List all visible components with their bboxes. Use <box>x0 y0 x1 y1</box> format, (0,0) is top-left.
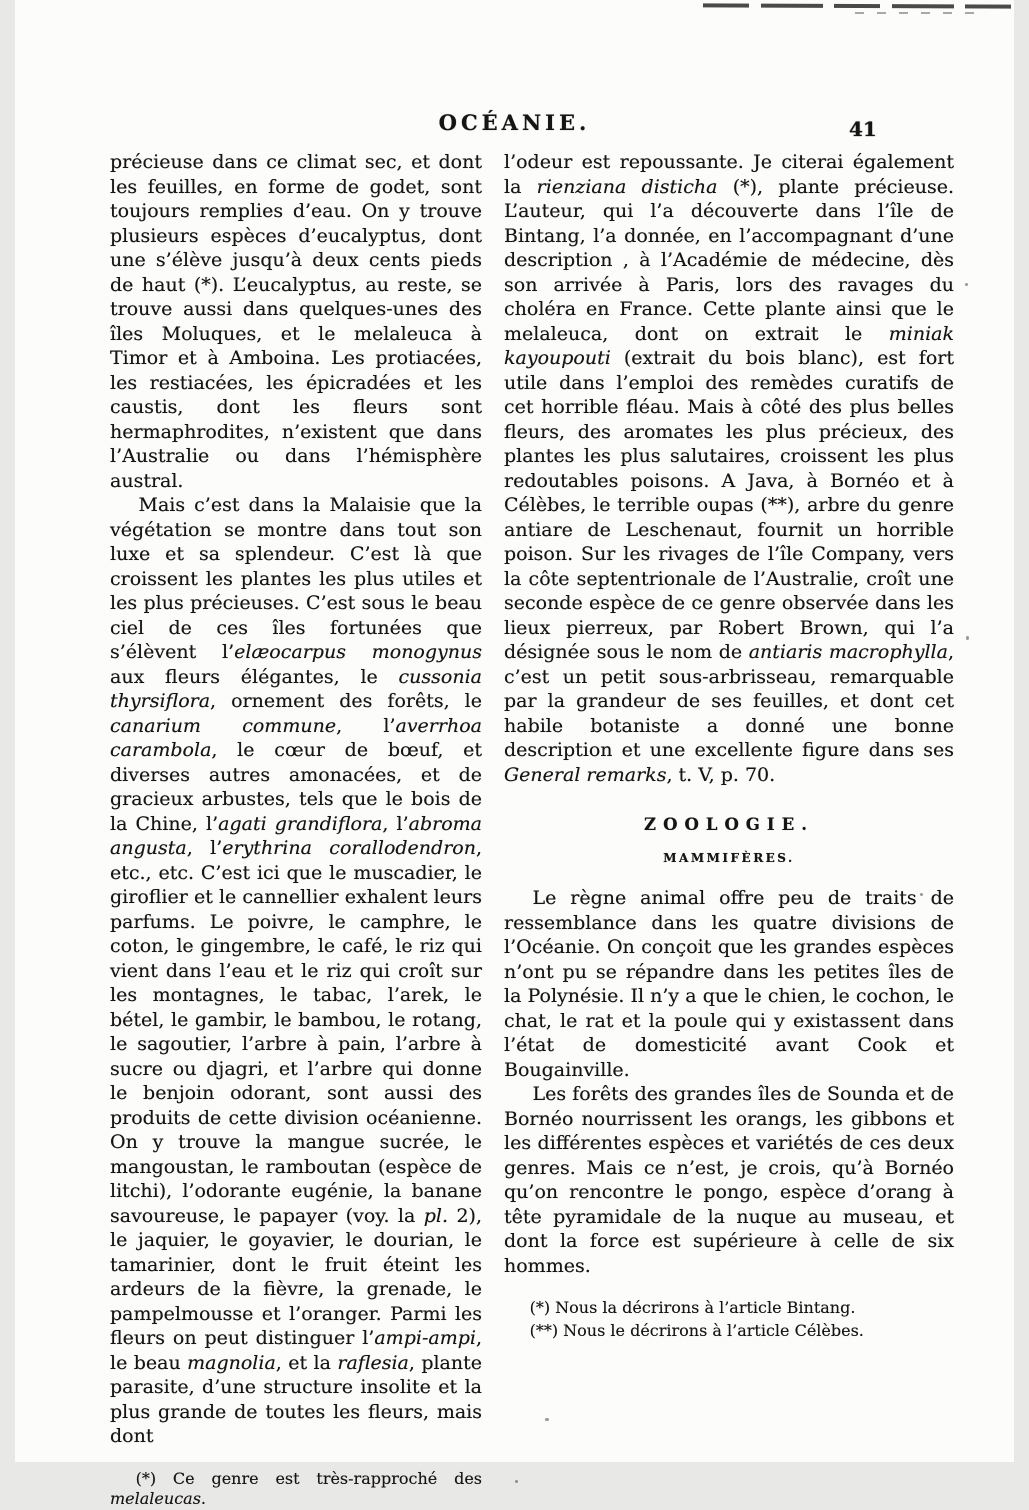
body-paragraph: Mais c’est dans la Malaisie que la végétation se montre dans tout son luxe et sa splendeur. C’est là que croissent les plantes les plus utiles et les plus précieuses. C’est sous le beau ciel de ces îles fortunées que s’élèvent l’elæocarpus monogynus aux fleurs élégantes, le cussonia thyrsiflora, ornement des forêts, le canarium commune, l’averrhoa carambola, le cœur de bœuf, et diverses autres amonacées, et de gracieux arbustes, tels que le bois de la Chine, l’agati grandiflora, l’abroma angusta, l’erythrina corallodendron, etc., etc. C’est ici que le muscadier, le giroflier et le cannellier exhalent leurs parfums. Le poivre, le camphre, le coton, le gingembre, le café, le riz qui vient dans l’eau et le riz qui croît sur les montagnes, le tabac, l’arek, le bétel, le gambir, le bambou, le rotang, le sagoutier, l’arbre à pain, l’arbre à sucre ou djagri, et l’arbre qui donne le benjoin odorant, sont aussi des produits de cette division océanienne. On y trouve la mangue sucrée, le mangoustan, le ramboutan (espèce de litchi), l’odorante eugénie, la banane savoureuse, le papayer (voy. la pl. 2), le jaquier, le goyavier, le dourian, le tamarinier, dont le fruit éteint les ardeurs de la fièvre, la grenade, le pampelmousse et l’oranger. Parmi les fleurs on peut distinguer l’ampi-ampi, le beau magnolia, et la raflesia, plante parasite, d’une structure insolite et la plus grande de toutes les fleurs, mais dont <box>110 494 482 1447</box>
right-column <box>504 150 954 1510</box>
footnote: (**) Nous le décrirons à l’article Célèbes. <box>529 1320 864 1340</box>
scan-artifact-line <box>703 3 1014 8</box>
footnote: (*) Ce genre est très-rapproché des melaleucas. <box>110 1468 482 1508</box>
scanned-book-page <box>15 0 1014 1508</box>
body-paragraph: Les forêts des grandes îles de Sounda et de Bornéo nourrissent les orangs, les gibbons et les différentes espèces et variétés de ces deux genres. Mais ce n’est, je crois, qu’à Bornéo qu’on rencontre le pongo, espèce d’orang à tête pyramidale de la nuque au museau, et dont la force est supérieure à celle de six hommes. <box>504 1083 954 1277</box>
subsection-heading-mammiferes: MAMMIFÈRES. <box>663 850 795 865</box>
section-heading-zoologie: ZOOLOGIE. <box>644 815 814 834</box>
body-paragraph: Le règne animal offre peu de traits de ressemblance dans les quatre divisions de l’Océanie. On conçoit que les grandes espèces n’ont pu se répandre dans les petites îles de la Polynésie. Il n’y a que le chien, le cochon, le chat, le rat et la poule qui y existassent dans l’état de domesticité avant Cook et Bougainville. <box>504 887 954 1081</box>
body-paragraph: précieuse dans ce climat sec, et dont les feuilles, en forme de godet, sont toujours remplies d’eau. On y trouve plusieurs espèces d’eucalyptus, dont une s’élève jusqu’à deux cents pieds de haut (*). L’eucalyptus, au reste, se trouve aussi dans quelques-unes des îles Moluques, et le melaleuca à Timor et à Amboina. Les protiacées, les restiacées, les épicradées et les caustis, dont les fleurs sont hermaphrodites, n’existent que dans l’Australie ou dans l’hémisphère austral. <box>110 151 482 492</box>
body-paragraph: l’odeur est repoussante. Je citerai également la rienziana disticha (*), plante précieuse. L’auteur, qui l’a découverte dans l’île de Bintang, l’a donnée, en l’accompagnant d’une description , à l’Académie de médecine, dès son arrivée à Paris, lors des ravages du choléra en France. Cette plante ainsi que le melaleuca, dont on extrait le miniak kayoupouti (extrait du bois blanc), est fort utile dans l’emploi des remèdes curatifs de cet horrible fléau. Mais à côté des plus belles fleurs, des aromates les plus précieux, des plantes les plus salutaires, croissent les plus redoutables poisons. A Java, à Bornéo et à Célèbes, le terrible oupas (**), arbre du genre antiare de Leschenaut, fournit un horrible poison. Sur les rivages de l’île Company, vers la côte septentrionale de l’Australie, croît une seconde espèce de ce genre observée dans les lieux pierreux, par Robert Brown, qui l’a désignée sous le nom de antiaris macrophylla, c’est un petit sous-arbrisseau, remarquable par la grandeur de ses feuilles, et dont cet habile botaniste a donné une bonne description et une excellente figure dans ses General remarks, t. V, p. 70. <box>504 151 955 786</box>
scan-speckle <box>965 283 968 286</box>
scan-speckle <box>966 636 969 640</box>
scan-artifact-line-small <box>855 12 975 14</box>
footnote: (*) Nous la décrirons à l’article Bintang. <box>529 1298 856 1317</box>
text-columns <box>110 150 954 1510</box>
left-column <box>110 150 482 1510</box>
page-title: OCÉANIE. <box>438 110 591 135</box>
page-number: 41 <box>849 117 877 141</box>
